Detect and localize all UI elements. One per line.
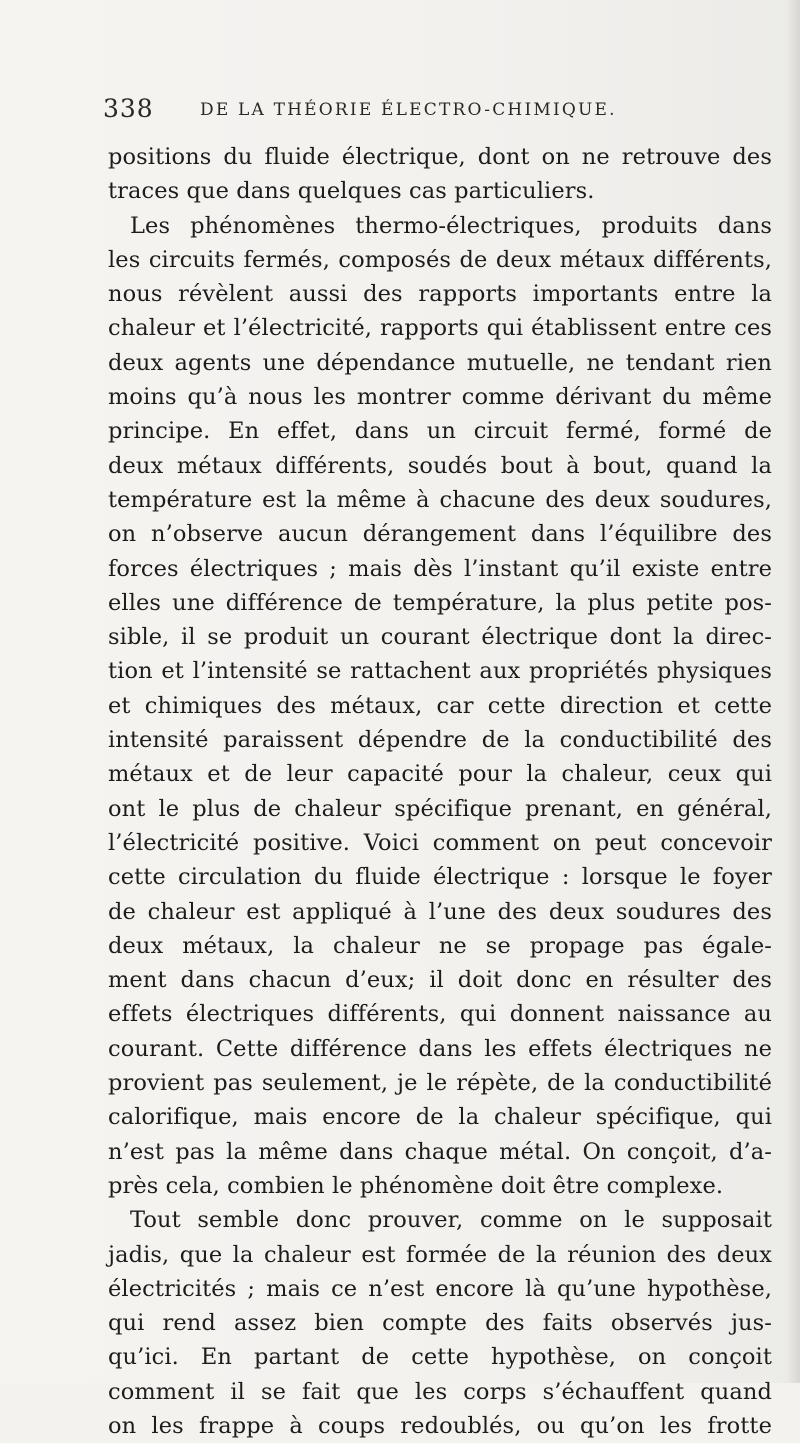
page-header: [103, 94, 703, 128]
text-line: moins qu’à nous les montrer comme dérivant du même: [108, 384, 772, 411]
text-line: principe. En effet, dans un circuit fermé, formé de: [108, 418, 772, 445]
text-line: jadis, que la chaleur est formée de la réunion des deux: [108, 1241, 772, 1268]
text-line: l’électricité positive. Voici comment on peut concevoir: [108, 829, 772, 856]
text-line: électricités ; mais ce n’est encore là qu’une hypothèse,: [108, 1275, 772, 1302]
text-line: ont le plus de chaleur spécifique prenant, en général,: [108, 795, 772, 822]
text-line: de chaleur est appliqué à l’une des deux soudures des: [108, 898, 772, 925]
text-line: courant. Cette différence dans les effets électriques ne: [108, 1035, 772, 1062]
text-line: on les frappe à coups redoublés, ou qu’on les frotte: [108, 1412, 772, 1439]
text-line: chaleur et l’électricité, rapports qui établissent entre ces: [108, 315, 772, 342]
text-line: on n’observe aucun dérangement dans l’équilibre des: [108, 521, 772, 548]
text-line: et chimiques des métaux, car cette direction et cette: [108, 692, 772, 719]
text-line: Tout semble donc prouver, comme on le supposait: [130, 1207, 772, 1234]
text-line: sible, il se produit un courant électrique dont la direc-: [108, 624, 772, 651]
running-title: DE LA THÉORIE ÉLECTRO-CHIMIQUE.: [200, 100, 617, 120]
text-line: intensité paraissent dépendre de la conductibilité des: [108, 727, 772, 754]
text-line: près cela, combien le phénomène doit être complexe.: [108, 1172, 724, 1199]
text-line: les circuits fermés, composés de deux métaux différents,: [108, 246, 772, 273]
text-line: température est la même à chacune des deux soudures,: [108, 486, 772, 513]
text-line: tion et l’intensité se rattachent aux propriétés physiques: [108, 658, 772, 685]
text-line: traces que dans quelques cas particuliers.: [108, 178, 595, 205]
text-line: n’est pas la même dans chaque métal. On conçoit, d’a-: [108, 1138, 772, 1165]
text-line: elles une différence de température, la plus petite pos-: [108, 589, 772, 616]
text-line: forces électriques ; mais dès l’instant qu’il existe entre: [108, 555, 772, 582]
text-line: calorifique, mais encore de la chaleur spécifique, qui: [108, 1104, 772, 1131]
text-line: provient pas seulement, je le répète, de la conductibilité: [108, 1070, 772, 1097]
text-line: nous révèlent aussi des rapports importants entre la: [108, 281, 772, 308]
text-line: cette circulation du fluide électrique : lorsque le foyer: [108, 864, 772, 891]
text-line: ment dans chacun d’eux; il doit donc en résulter des: [108, 967, 772, 994]
page-number: 338: [103, 94, 154, 123]
text-line: effets électriques différents, qui donnent naissance au: [108, 1001, 772, 1028]
text-line: deux métaux différents, soudés bout à bout, quand la: [108, 452, 772, 479]
text-line: positions du fluide électrique, dont on ne retrouve des: [108, 144, 772, 170]
text-line: qu’ici. En partant de cette hypothèse, on conçoit: [108, 1344, 772, 1371]
text-line: qui rend assez bien compte des faits observés jus-: [108, 1310, 772, 1337]
text-line: deux métaux, la chaleur ne se propage pas égale-: [108, 932, 772, 959]
text-line: métaux et de leur capacité pour la chaleur, ceux qui: [108, 761, 772, 788]
page-edge-shadow: [786, 0, 800, 1383]
text-line: comment il se fait que les corps s’échauffent quand: [108, 1378, 772, 1405]
text-line: Les phénomènes thermo-électriques, produits dans: [130, 212, 772, 239]
text-line: deux agents une dépendance mutuelle, ne tendant rien: [108, 349, 772, 376]
body-text: [108, 140, 772, 1443]
